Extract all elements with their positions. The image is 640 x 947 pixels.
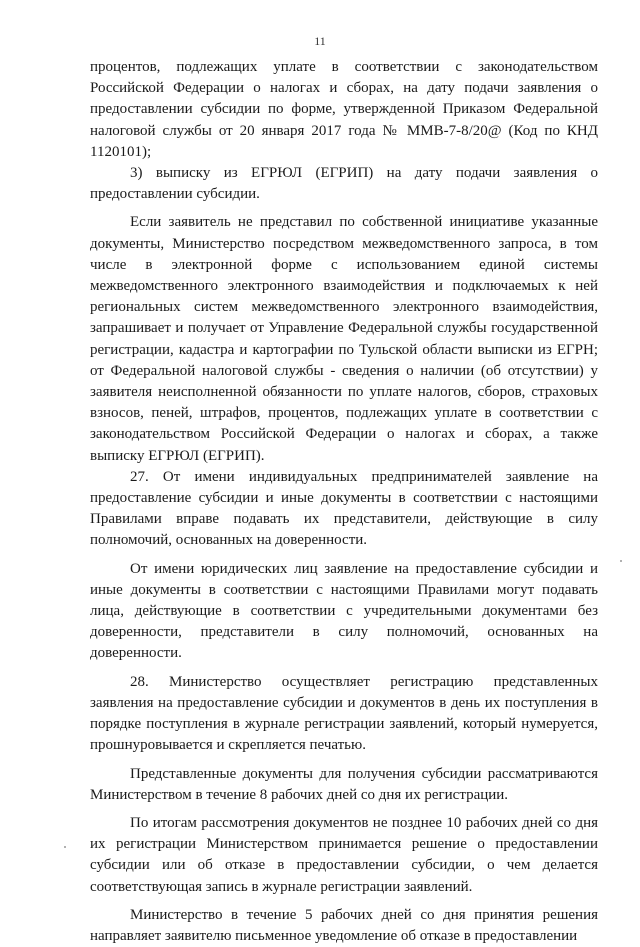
paragraph-2: 3) выписку из ЕГРЮЛ (ЕГРИП) на дату подачи заявления о предоставлении субсидии.: [90, 165, 598, 203]
paragraph-8: По итогам рассмотрения документов не позднее 10 рабочих дней со дня их регистрации Министерством принимается решение о предоставлении субсидии или об отказе в предоставлении субсидии, о чем делается соответствующая запись в журнале регистрации заявлений.: [90, 814, 598, 895]
scan-artifact-dot: [64, 846, 66, 848]
paragraph-1: процентов, подлежащих уплате в соответствии с законодательством Российской Федерации о налогах и сборах, на дату подачи заявления о предоставлении субсидии по форме, утвержденной Приказом Федеральной налоговой службы от 20 января 2017 года № ММВ-7-8/20@ (Код по КНД 1120101);: [90, 59, 598, 160]
paragraph-6: 28. Министерство осуществляет регистрацию представленных заявления на предоставление субсидии и документов в день их поступления в порядке поступления в журнале регистрации заявлений, который нумеруется, прошнуровывается и скрепляется печатью.: [90, 673, 598, 754]
paragraph-7: Представленные документы для получения субсидии рассматриваются Министерством в течение 8 рабочих дней со дня их регистрации.: [90, 765, 598, 803]
page-number: 11: [314, 34, 326, 48]
paragraph-5: От имени юридических лиц заявление на предоставление субсидии и иные документы в соответствии с настоящими Правилами могут подавать лица, действующие в соответствии с учредительными документами без доверенности, представители в силу полномочий, основанных на доверенности.: [90, 560, 598, 662]
paragraph-9: Министерство в течение 5 рабочих дней со дня принятия решения направляет заявителю письменное уведомление об отказе в предоставлении: [90, 906, 598, 944]
paragraph-4: 27. От имени индивидуальных предпринимателей заявление на предоставление субсидии и иные документы в соответствии с настоящими Правилами вправе подавать их представители, действующие в силу полномочий, основанных на доверенности.: [90, 468, 598, 549]
scan-artifact-dot: [620, 560, 622, 562]
paragraph-3: Если заявитель не представил по собственной инициативе указанные документы, Министерство посредством межведомственного запроса, в том числе в электронной форме с использованием единой системы межведомственного электронного взаимодействия и подключаемых к ней региональных систем межведомственного электронного взаимодействия, запрашивает и получает от Управление Федеральной службы государственной регистрации, кадастра и картографии по Тульской области выписки из ЕГРН; от Федеральной налоговой службы - сведения о наличии (об отсутствии) у заявителя неисполненной обязанности по уплате налогов, сборов, страховых взносов, пеней, штрафов, процентов, подлежащих уплате в соответствии с законодательством Российской Федерации о налогах и сборах, а также выписку ЕГРЮЛ (ЕГРИП).: [90, 214, 598, 464]
document-body: [90, 57, 598, 947]
